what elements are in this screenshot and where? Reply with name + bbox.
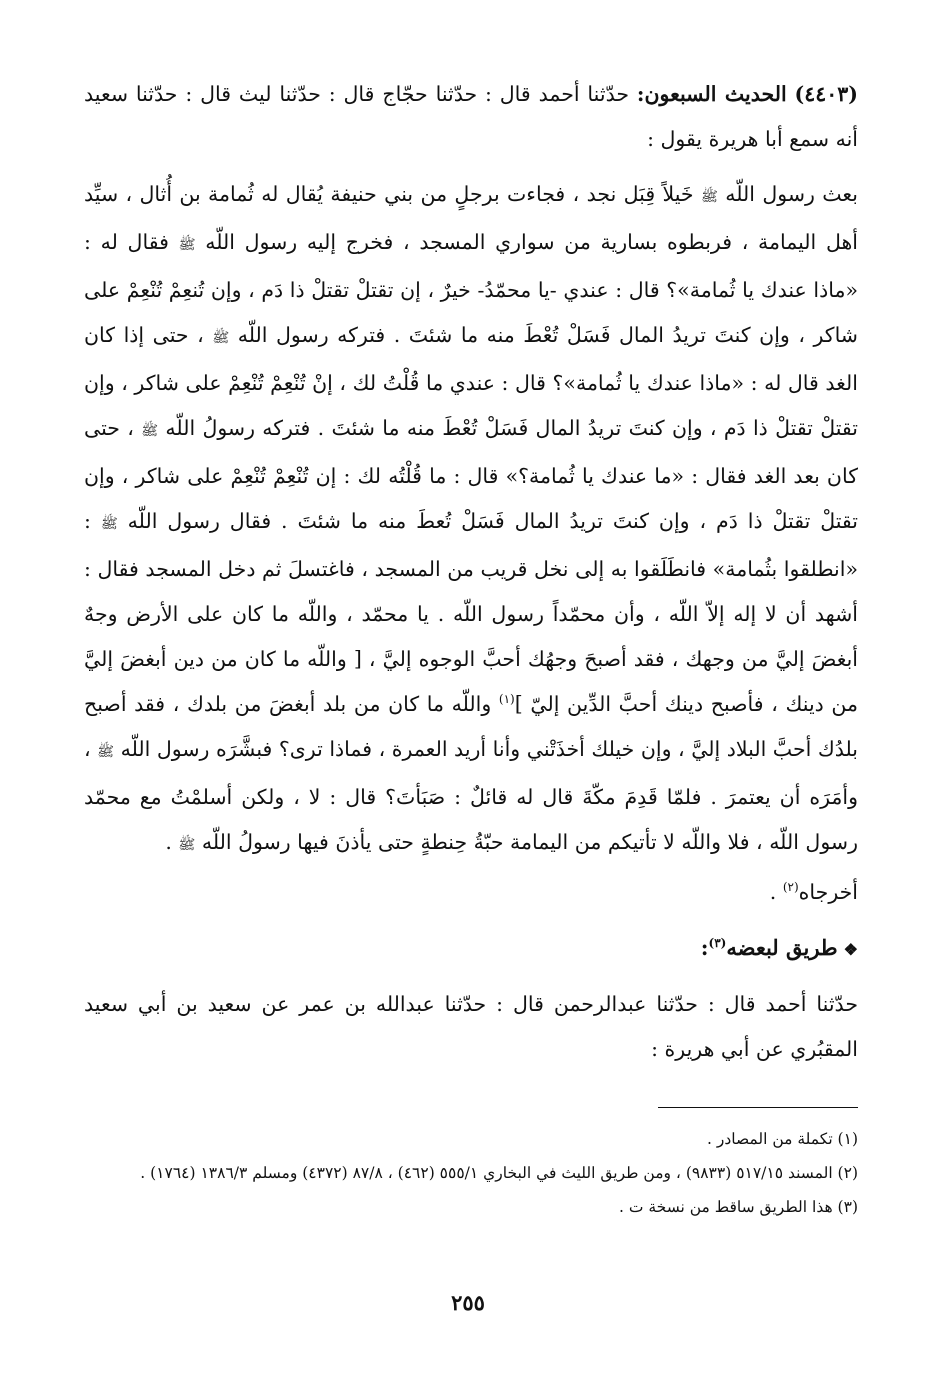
footnote-1: (١) تكملة من المصادر . xyxy=(707,1130,858,1148)
sallallah-symbol: ﷺ xyxy=(100,516,118,532)
hadith-text-end: . xyxy=(165,830,179,854)
sallallah-symbol: ﷺ xyxy=(141,423,159,439)
section-colon: : xyxy=(700,935,709,960)
hadith-number: (٤٤٠٣) xyxy=(794,82,858,106)
footnote-ref-1[interactable]: (١) xyxy=(498,692,515,707)
sallallah-symbol: ﷺ xyxy=(178,237,196,253)
hadith-text-f: : «انطلقوا بثُمامة» فانطَلَقوا به إلى نخل قريب من المسجد ، فاغتسلَ ثم دخل المسجد فقال : أشهد أن لا إله إلاّ اللّه ، وأن محمّداً رسول اللّه . يا محمّد ، واللّه ما كان على الأرض وجهٌ أبغضَ إليَّ من وجهك ، فقد أصبحَ وجهُك أحبَّ الوجوه إليَّ ، [ واللّه ما كان من دين أبغضَ إليَّ من دينك ، فأصبح دينك أحبَّ الدِّين إليّ ] xyxy=(84,509,858,716)
takhrij-line xyxy=(84,870,858,915)
hadith-text-d: ، حتى إذا كان الغد قال له : «ماذا عندك يا ثُمامة»؟ قال : عندي ما قُلْتُ لك ، إنْ تُنْعِمْ تُنْعِمْ على شاكر ، وإن تقتلْ تقتلْ ذا دَم ، وإن كنتَ تريدُ المال فَسَلْ تُعْطَ منه ما شئتَ . فتركه رسولُ اللّه xyxy=(84,323,858,440)
hadith-text-g: واللّه ما كان من بلد أبغضَ من بلدك ، فقد أصبح بلدُك أحبَّ البلاد إليَّ ، وإن خيلك أخذَتْني وأنا أريد العمرة ، فماذا ترى؟ فبشَّرَه رسول اللّه xyxy=(84,692,859,761)
hadith-text-c: فقال له : «ماذا عندك يا ثُمامة»؟ قال : عندي -يا محمّدُ- خيرٌ ، إن تقتلْ تقتلْ ذا دَم ، وإن تُنعِمْ تُنْعِمْ على شاكر ، وإن كنتَ تريدُ المال فَسَلْ تُعْطَ منه ما شئتَ . فتركه رسول اللّه xyxy=(84,230,858,347)
footnotes xyxy=(84,1124,858,1226)
hadith-title: الحديث السبعون: xyxy=(636,82,787,106)
footnote-ref-2[interactable]: (٢) xyxy=(782,880,799,895)
section-text: حدّثنا أحمد قال : حدّثنا عبدالرحمن قال : حدّثنا عبدالله بن عمر عن سعيد بن أبي سعيد المقبُري عن أبي هريرة : xyxy=(84,992,858,1061)
hadith-intro xyxy=(84,72,858,162)
page-number: ٢٥٥ xyxy=(451,1290,485,1315)
hadith-text-b: خَيلاً قِبَل نجد ، فجاءت برجلٍ من بني حنيفة يُقال له ثُمامة بن أُثال ، سيِّد أهل اليمامة ، فربطوه بسارية من سواري المسجد ، فخرج إليه رسول اللّه xyxy=(84,182,858,254)
section-heading xyxy=(84,925,858,972)
sallallah-symbol: ﷺ xyxy=(178,837,196,853)
takhrij-end: . xyxy=(769,880,783,904)
hadith-text-a: بعث رسول اللّه xyxy=(717,182,858,206)
footnote-2: (٢) المسند ٥١٧/١٥ (٩٨٣٣) ، ومن طريق الليث في البخاري ٥٥٥/١ (٤٦٢) ، ٨٧/٨ (٤٣٧٢) ومسلم ١٣٨٦/٣ (١٧٦٤) . xyxy=(140,1164,858,1182)
sallallah-symbol: ﷺ xyxy=(700,189,718,205)
hadith-body xyxy=(84,172,858,868)
section-title: طريق لبعضه xyxy=(726,935,838,960)
section-marker-icon: ❖ xyxy=(843,940,858,959)
sallallah-symbol: ﷺ xyxy=(97,744,115,760)
sallallah-symbol: ﷺ xyxy=(212,330,230,346)
footnote-divider xyxy=(658,1107,858,1108)
takhrij-text: أخرجاه xyxy=(798,880,858,904)
hadith-text-h: ، وأمَرَه أن يعتمرَ . فلمّا قَدِمَ مكّةَ قال له قائلٌ : صَبَأتَ؟ قال : لا ، ولكن أسلمْتُ مع محمّد رسول اللّه ، فلا واللّه لا تأتيكم من اليمامة حبّةُ حِنطةٍ حتى يأذنَ فيها رسولُ اللّه xyxy=(84,737,858,854)
hadith-isnad: حدّثنا أحمد قال : حدّثنا حجّاج قال : حدّثنا ليث قال : حدّثنا سعيد أنه سمع أبا هريرة يقول : xyxy=(84,82,858,151)
footnote-3: (٣) هذا الطريق ساقط من نسخة ت . xyxy=(619,1198,858,1216)
hadith-text-e: ، حتى كان بعد الغد فقال : «ما عندك يا ثُمامة؟» قال : ما قُلْتُه لك : إن تُنْعِمْ تُنْعِمْ على شاكر ، وإن تقتلْ تقتلْ ذا دَم ، وإن كنتَ تريدُ المال فَسَلْ تُعطَ منه ما شئتَ . فقال رسول اللّه xyxy=(84,416,858,533)
footnote-ref-3[interactable]: (٣) xyxy=(708,936,727,950)
